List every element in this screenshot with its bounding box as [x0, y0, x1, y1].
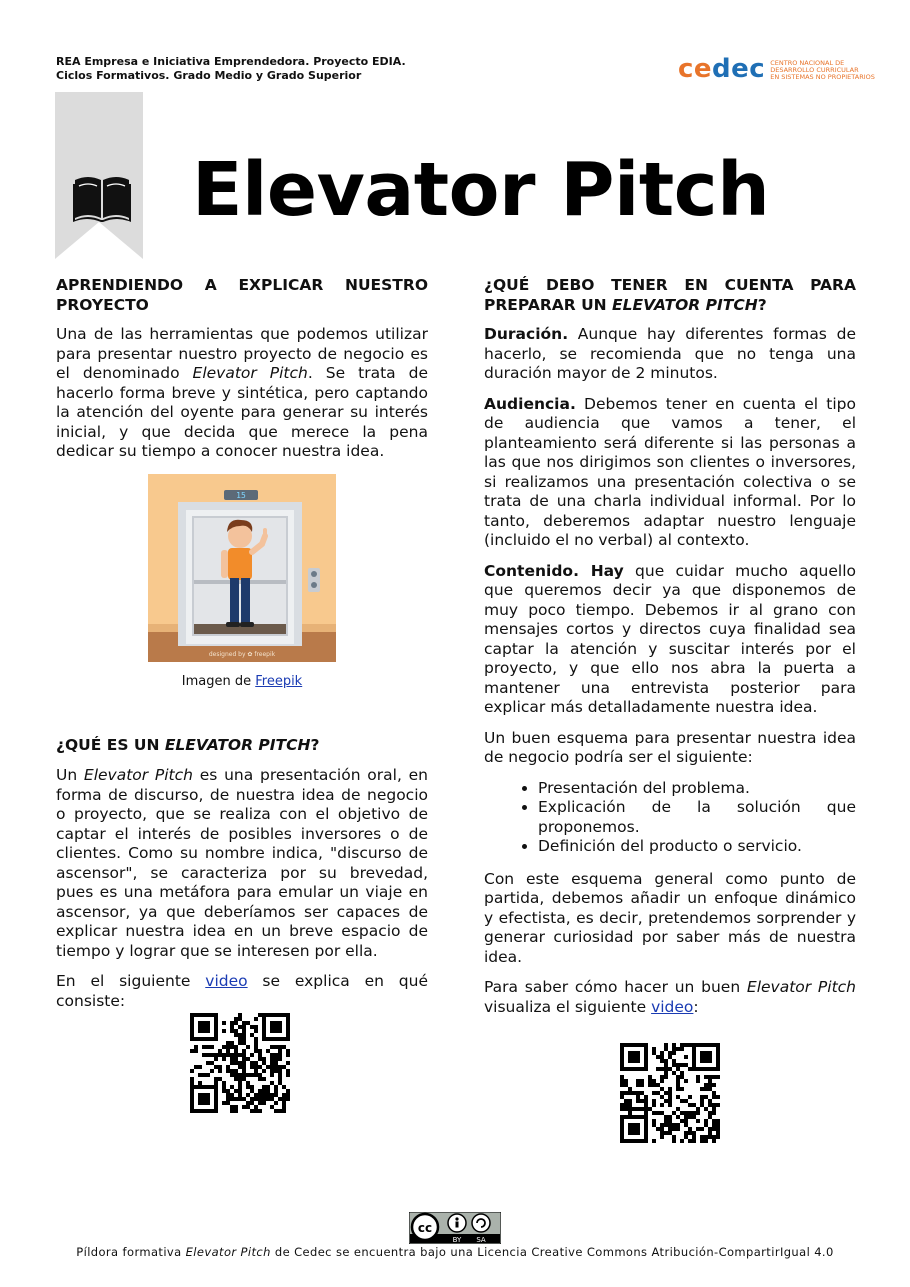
floor-display: 15	[236, 490, 246, 500]
image-caption: Imagen de Freepik	[181, 673, 303, 689]
list-item: • Explicación de la solución que proponemos.	[538, 798, 856, 837]
page-title: Elevator Pitch	[192, 147, 770, 233]
paragraph-intro: Una de las herramientas que podemos utilizar para presentar nuestro proyecto de negocio es el denominado Elevator Pitch. Se trata de hacerlo forma breve y sintética, pero captando la atención del oyente para generar su interés inicial, y que decida que merece la pena dedicar su tiempo a conocer nuestra idea.	[56, 325, 429, 460]
paragraph-esquema: Un buen esquema para presentar nuestra idea de negocio podría ser el siguiente:	[484, 728, 856, 766]
image-watermark: designed by ✿ freepik	[208, 650, 276, 658]
freepik-link[interactable]: Freepik	[255, 673, 303, 689]
header-line-2: Ciclos Formativos. Grado Medio y Grado Superior	[56, 69, 362, 82]
svg-text:SA: SA	[476, 1236, 486, 1244]
paragraph-duracion: Duración. Aunque hay diferentes formas de hacerlo, se recomienda que no tenga una duración mayor de 2 minutos.	[484, 325, 856, 382]
paragraph-audiencia: Audiencia. Debemos tener en cuenta el tipo de audiencia que vamos a tener, el planteamiento será diferente si las personas a las que nos dirigimos son clientes o inversores, si realizamos una presentación colectiva o se trata de una charla individual informal. Por lo tanto, deberemos adaptar nuestro lenguaje (incluido el no verbal) al contexto.	[484, 394, 856, 549]
book-icon	[73, 172, 131, 228]
right-column	[484, 275, 856, 1017]
logo-subtitle: CENTRO NACIONAL DE DESARROLLO CURRICULAR EN SISTEMAS NO PROPIETARIOS	[770, 58, 875, 81]
cc-license-badge[interactable]	[409, 1212, 501, 1248]
header-line-1: REA Empresa e Iniciativa Emprendedora. Proyecto EDIA.	[56, 55, 406, 68]
svg-text:BY: BY	[452, 1236, 462, 1244]
paragraph-contenido: Contenido. Hay que cuidar mucho aquello que queremos decir ya que disponemos de muy poco tiempo. Debemos ir al grano con mensajes cortos y directos cuya finalidad sea captar la atención y suscitar interés por el proyecto, y que ello nos abra la puerta a mantener una entrevista posterior para explicar más detalladamente nuestra idea.	[484, 561, 856, 716]
video-link-right[interactable]: video	[651, 997, 694, 1016]
qr-code-right[interactable]	[620, 1043, 720, 1147]
left-column	[56, 275, 428, 1011]
section-heading-que-debo: ¿QUÉ DEBO TENER EN CUENTA PARA PREPARAR UN ELEVATOR PITCH?	[484, 276, 856, 314]
paragraph-video-left: En el siguiente video se explica en qué consiste:	[56, 972, 428, 1010]
footer-license-text: Píldora formativa Elevator Pitch de Cedec se encuentra bajo una Licencia Creative Commons Atribución-CompartirIgual 4.0	[76, 1245, 834, 1259]
logo-wordmark: cedec	[678, 54, 766, 84]
section-heading-que-es: ¿QUÉ ES UN ELEVATOR PITCH?	[56, 736, 320, 754]
video-link-left[interactable]: video	[205, 972, 248, 990]
paragraph-video-right: Para saber cómo hacer un buen Elevator Pitch visualiza el siguiente video:	[484, 978, 856, 1016]
cedec-logo	[678, 54, 875, 84]
paragraph-general: Con este esquema general como punto de partida, debemos añadir un enfoque dinámico y efectista, es decir, pretendemos sorprender y generar curiosidad por saber más de nuestra idea.	[484, 869, 856, 966]
qr-svg-right	[620, 1043, 720, 1143]
svg-text:cc: cc	[417, 1221, 433, 1235]
list-item: • Definición del producto o servicio.	[538, 837, 856, 857]
schema-list	[484, 779, 856, 857]
qr-svg-left	[190, 1013, 290, 1113]
list-item: • Presentación del problema.	[538, 779, 856, 799]
paragraph-definition: Un Elevator Pitch es una presentación oral, en forma de discurso, de nuestra idea de negocio o proyecto, que se realiza con el objetivo de captar el interés de posibles inversores o de clientes. Como su nombre indica, "discurso de ascensor", se caracteriza por su brevedad, pues es una metáfora para emular un viaje en ascensor, ya que deberíamos ser capaces de explicar nuestra idea en un breve espacio de tiempo y lograr que se interesen por ella.	[56, 766, 428, 960]
elevator-illustration	[148, 474, 336, 662]
qr-code-left[interactable]	[190, 1013, 290, 1117]
section-heading-aprendiendo: APRENDIENDO A EXPLICAR NUESTRO PROYECTO	[56, 276, 428, 314]
